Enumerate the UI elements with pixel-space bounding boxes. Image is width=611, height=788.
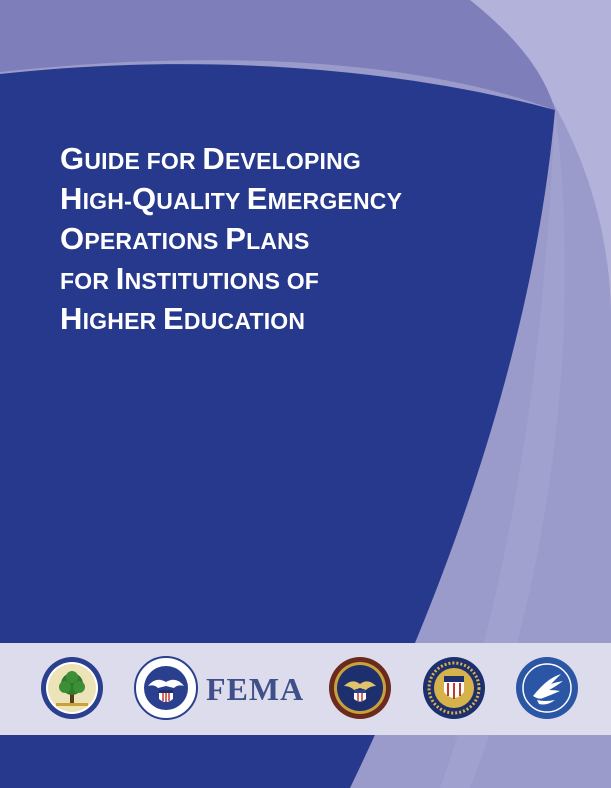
doj-seal-icon bbox=[328, 656, 392, 720]
title-cap: E bbox=[246, 181, 268, 216]
document-title bbox=[60, 140, 580, 340]
title-cap: I bbox=[115, 261, 125, 296]
title-text: EVELOPING bbox=[225, 148, 362, 174]
title-text: PERATIONS bbox=[84, 228, 226, 254]
fema-logo: FEMA bbox=[206, 671, 305, 707]
title-cap: G bbox=[60, 141, 85, 176]
fbi-seal-icon bbox=[422, 656, 486, 720]
title-text: FOR bbox=[60, 268, 116, 294]
title-text: MERGENCY bbox=[267, 188, 403, 214]
title-text: IGHER bbox=[82, 308, 164, 334]
education-seal-icon bbox=[40, 656, 104, 720]
title-cap: Q bbox=[131, 181, 157, 216]
title-cap: H bbox=[60, 301, 83, 336]
title-text: UIDE FOR bbox=[84, 148, 203, 174]
title-line-4 bbox=[60, 260, 580, 300]
title-cap: H bbox=[60, 181, 83, 216]
title-text: NSTITUTIONS OF bbox=[124, 268, 320, 294]
title-line-3 bbox=[60, 220, 580, 260]
title-line-1 bbox=[60, 140, 580, 180]
title-cap: E bbox=[163, 301, 184, 336]
title-cap: O bbox=[60, 221, 85, 256]
title-text: DUCATION bbox=[183, 308, 306, 334]
hhs-seal-icon bbox=[515, 656, 579, 720]
title-line-5 bbox=[60, 300, 580, 340]
dhs-seal-icon bbox=[134, 656, 198, 720]
title-cap: P bbox=[225, 221, 247, 256]
title-line-2 bbox=[60, 180, 580, 220]
title-text: IGH- bbox=[82, 188, 132, 214]
title-text: UALITY bbox=[156, 188, 247, 214]
title-text: LANS bbox=[246, 228, 310, 254]
title-cap: D bbox=[202, 141, 226, 176]
